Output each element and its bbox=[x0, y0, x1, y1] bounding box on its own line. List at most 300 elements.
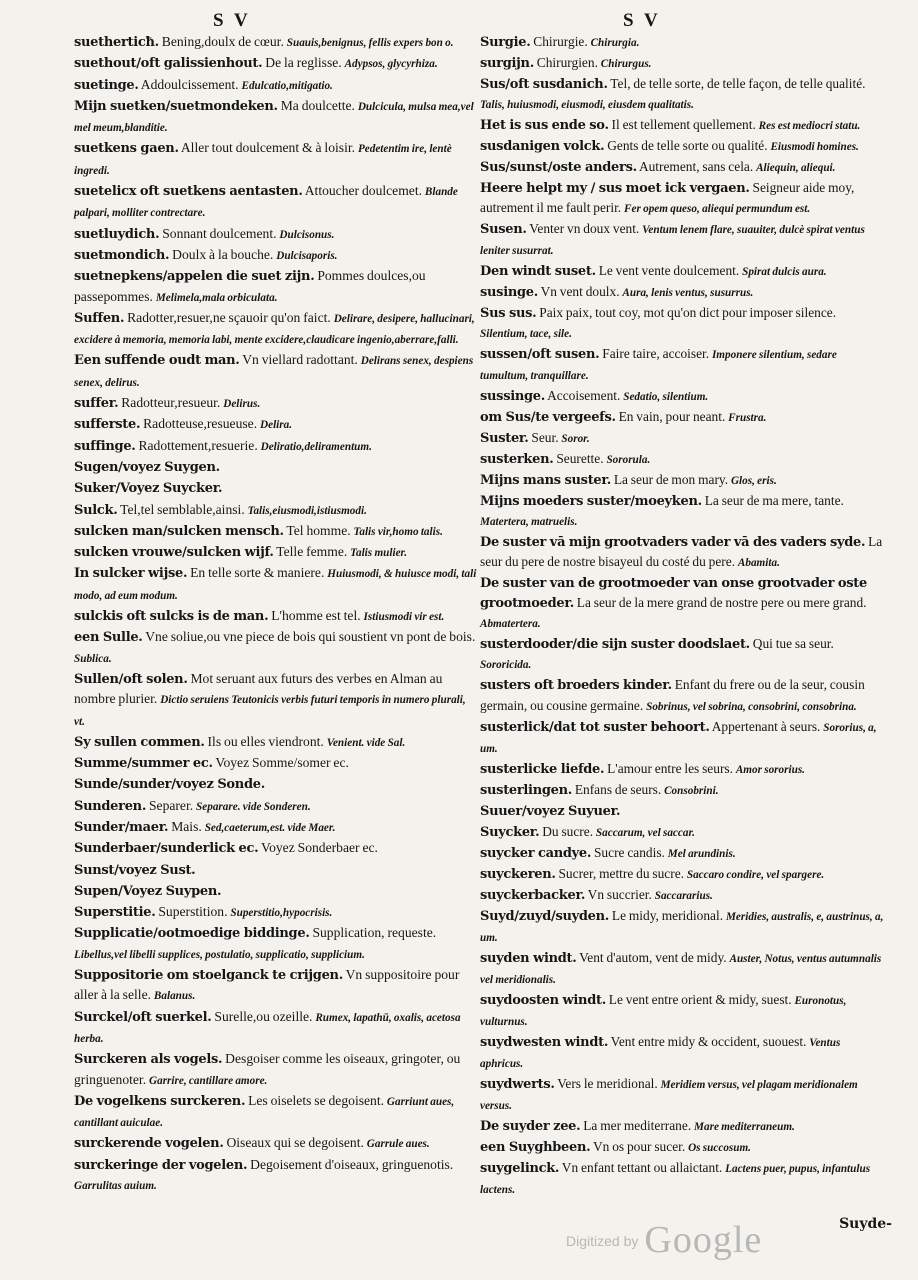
dictionary-entry bbox=[480, 1032, 884, 1074]
latin-gloss: Soror. bbox=[561, 433, 590, 446]
dictionary-entry bbox=[74, 500, 478, 521]
headword: Surckeren als vogels. bbox=[74, 1052, 223, 1068]
header-left: S V bbox=[213, 10, 251, 31]
latin-gloss: Balanus. bbox=[153, 990, 196, 1003]
french-gloss: Sonnant doulcement. bbox=[162, 225, 277, 241]
dictionary-entry bbox=[480, 801, 884, 822]
french-gloss: La seur de ma mere, tante. bbox=[704, 493, 844, 509]
french-gloss: Mot seruant aux futurs des verbes en Alman au nombre plurier. bbox=[74, 670, 443, 707]
french-gloss: Attoucher doulcemet. bbox=[304, 183, 422, 199]
latin-gloss: Frustra. bbox=[728, 412, 767, 425]
latin-gloss: Dulcisonus. bbox=[279, 228, 335, 241]
headword: suycker candye. bbox=[480, 845, 592, 861]
dictionary-entry bbox=[74, 414, 478, 435]
dictionary-entry bbox=[74, 75, 478, 96]
latin-gloss: Deliratio,deliramentum. bbox=[260, 440, 372, 453]
dictionary-entry bbox=[74, 881, 478, 902]
dictionary-entry bbox=[74, 96, 478, 139]
french-gloss: En vain, pour neant. bbox=[618, 409, 726, 425]
french-gloss: Telle femme. bbox=[276, 544, 348, 560]
french-gloss: Separer. bbox=[148, 797, 194, 813]
dictionary-entry bbox=[74, 1007, 478, 1050]
dictionary-entry bbox=[480, 449, 884, 470]
dictionary-entry bbox=[74, 266, 478, 308]
latin-gloss: Imponere silentium, sedare tumultum, tranquillare. bbox=[480, 349, 837, 383]
headword: susterlick/dat tot suster behoort. bbox=[480, 719, 710, 735]
latin-gloss: Meridiem versus, vel plagam meridionalem versus. bbox=[480, 1078, 858, 1112]
headword: Surgie. bbox=[480, 35, 531, 50]
headword: Heere helpt my / sus moet ick vergaen. bbox=[480, 181, 750, 197]
headword: sulcken man/sulcken mensch. bbox=[74, 523, 284, 539]
latin-gloss: Os succosum. bbox=[688, 1141, 751, 1154]
french-gloss: Addoulcissement. bbox=[140, 76, 239, 92]
left-column bbox=[74, 32, 478, 1196]
headword: suetkens gaen. bbox=[74, 141, 179, 157]
dictionary-entry bbox=[74, 1155, 478, 1197]
french-gloss: Mais. bbox=[171, 818, 202, 834]
headword: Surckel/oft suerkel. bbox=[74, 1009, 212, 1025]
headword: Een suffende oudt man. bbox=[74, 353, 240, 369]
french-gloss: Vers le meridional. bbox=[557, 1075, 658, 1091]
latin-gloss: Silentium, tace, sile. bbox=[480, 328, 572, 341]
latin-gloss: Rumex, lapathū, oxalis, acetosa herba. bbox=[74, 1011, 461, 1045]
latin-gloss: Delirare, desipere, hallucinari, excidere à memoria, memoria labi, mente excidere,claudicare ingenio,aberrare,falli. bbox=[74, 312, 475, 347]
dictionary-entry bbox=[480, 282, 884, 303]
dictionary-entry bbox=[74, 542, 478, 563]
latin-gloss: Delira. bbox=[260, 419, 293, 432]
latin-gloss: Garrire, cantillare amore. bbox=[149, 1074, 268, 1087]
headword: Suppositorie om stoelganck te crijgen. bbox=[74, 968, 343, 984]
headword: Suyd/zuyd/suyden. bbox=[480, 908, 610, 924]
headword: Supen/Voyez Suypen. bbox=[74, 883, 222, 899]
headword: suydoosten windt. bbox=[480, 992, 606, 1008]
right-column bbox=[480, 32, 884, 1200]
latin-gloss: Sobrinus, vel sobrina, consobrini, consobrina. bbox=[646, 700, 857, 713]
french-gloss: Sucrer, mettre du sucre. bbox=[558, 865, 684, 881]
french-gloss: L'amour entre les seurs. bbox=[607, 760, 733, 776]
headword: sussen/oft susen. bbox=[480, 347, 600, 363]
french-gloss: Oiseaux qui se degoisent. bbox=[226, 1135, 364, 1151]
dictionary-entry bbox=[480, 532, 884, 573]
french-gloss: Seigneur aide moy, autrement il me fault perir. bbox=[480, 180, 855, 216]
dictionary-entry bbox=[74, 923, 478, 965]
dictionary-entry bbox=[480, 178, 884, 219]
french-gloss: Vn vent doulx. bbox=[540, 284, 620, 300]
dictionary-entry bbox=[74, 1049, 478, 1091]
french-gloss: Voyez Sonderbaer ec. bbox=[261, 840, 378, 856]
headword: Superstitie. bbox=[74, 905, 156, 921]
dictionary-entry bbox=[480, 990, 884, 1032]
headword: susters oft broeders kinder. bbox=[480, 678, 672, 694]
french-gloss: Autrement, sans cela. bbox=[638, 159, 754, 175]
header-right: S V bbox=[623, 10, 661, 31]
latin-gloss: Aura, lenis ventus, susurrus. bbox=[622, 287, 754, 300]
dictionary-entry bbox=[480, 428, 884, 449]
dictionary-entry bbox=[480, 906, 884, 948]
dictionary-entry bbox=[480, 1137, 884, 1158]
headword: sufferste. bbox=[74, 417, 141, 433]
latin-gloss: Meridies, australis, e, austrinus, a, um. bbox=[480, 910, 884, 944]
catchword: Suyde- bbox=[839, 1216, 892, 1232]
digitized-watermark bbox=[566, 1218, 762, 1262]
dictionary-entry bbox=[74, 457, 478, 478]
french-gloss: Vent d'autom, vent de midy. bbox=[579, 949, 727, 965]
dictionary-entry bbox=[480, 53, 884, 74]
headword: De suster van de grootmoeder van onse grootvader oste grootmoeder. bbox=[480, 576, 867, 612]
headword: De suster vā mijn grootvaders vader vā des vaders syde. bbox=[480, 535, 866, 551]
headword: Sulck. bbox=[74, 502, 118, 518]
headword: Sugen/voyez Suygen. bbox=[74, 459, 220, 475]
latin-gloss: Ventus aphricus. bbox=[480, 1036, 841, 1070]
french-gloss: Surelle,ou ozeille. bbox=[214, 1008, 313, 1024]
french-gloss: La seur du pere de nostre bisayeul du costé du pere. bbox=[480, 534, 883, 570]
headword: In sulcker wijse. bbox=[74, 566, 188, 582]
headword: om Sus/te vergeefs. bbox=[480, 410, 616, 426]
french-gloss: La seur de la mere grand de nostre pere ou mere grand. bbox=[576, 595, 867, 611]
latin-gloss: Separare. vide Sonderen. bbox=[196, 800, 311, 813]
french-gloss: Ma doulcette. bbox=[280, 97, 355, 113]
latin-gloss: Sororius, a, um. bbox=[480, 721, 877, 755]
french-gloss: Venter vn doux vent. bbox=[529, 221, 640, 237]
headword: Sunder/maer. bbox=[74, 819, 169, 835]
dictionary-entry bbox=[480, 470, 884, 491]
dictionary-entry bbox=[480, 74, 884, 115]
latin-gloss: Sororicida. bbox=[480, 659, 532, 672]
dictionary-entry bbox=[74, 902, 478, 923]
latin-gloss: Glos, eris. bbox=[730, 475, 777, 488]
headword: Summe/summer ec. bbox=[74, 756, 213, 772]
latin-gloss: Delirus. bbox=[223, 398, 261, 411]
latin-gloss: Aliequin, aliequi. bbox=[756, 162, 836, 175]
dictionary-entry bbox=[480, 634, 884, 675]
dictionary-entry bbox=[74, 521, 478, 542]
dictionary-entry bbox=[480, 675, 884, 716]
headword: suetnepkens/appelen die suet zijn. bbox=[74, 269, 315, 285]
french-gloss: Radotteuse,resueuse. bbox=[143, 416, 258, 432]
headword: suffinge. bbox=[74, 438, 136, 454]
french-gloss: Seurette. bbox=[556, 451, 604, 467]
french-gloss: Degoisement d'oiseaux, gringuenotis. bbox=[250, 1156, 454, 1172]
headword: susterdooder/die sijn suster doodslaet. bbox=[480, 637, 750, 653]
latin-gloss: Libellus,vel libelli supplices, postulatio, supplicatio, supplicium. bbox=[74, 948, 365, 961]
latin-gloss: Mel arundinis. bbox=[667, 847, 736, 860]
headword: suetmondich. bbox=[74, 247, 170, 263]
headword: Sus/oft susdanich. bbox=[480, 77, 608, 93]
dictionary-entry bbox=[74, 838, 478, 859]
dictionary-entry bbox=[480, 136, 884, 157]
headword: sussinge. bbox=[480, 389, 545, 405]
french-gloss: Desgoiser comme les oiseaux, gringoter, ou gringuenoter. bbox=[74, 1051, 461, 1087]
dictionary-entry bbox=[74, 796, 478, 817]
dictionary-entry bbox=[480, 573, 884, 634]
dictionary-entry bbox=[74, 436, 478, 457]
french-gloss: Chirurgie. bbox=[533, 34, 588, 49]
latin-gloss: Consobrini. bbox=[664, 784, 719, 797]
latin-gloss: Ventum lenem flare, suauiter, dulcè spirat ventus leniter susurrat. bbox=[480, 224, 865, 258]
dictionary-entry bbox=[480, 303, 884, 344]
latin-gloss: Dulcisaporis. bbox=[276, 249, 338, 262]
latin-gloss: Chirurgus. bbox=[600, 58, 652, 71]
headword: sulckis oft sulcks is de man. bbox=[74, 609, 269, 625]
headword: surckerende vogelen. bbox=[74, 1136, 224, 1152]
french-gloss: La mer mediterrane. bbox=[583, 1117, 692, 1133]
latin-gloss: Saccarum, vel saccar. bbox=[595, 826, 695, 839]
latin-gloss: Blande palpari, molliter contrectare. bbox=[74, 186, 458, 220]
french-gloss: Le vent vente doulcement. bbox=[598, 263, 740, 279]
french-gloss: Radotter,resuer,ne sçauoir qu'on faict. bbox=[127, 309, 331, 325]
headword: suydwerts. bbox=[480, 1076, 555, 1092]
dictionary-entry bbox=[74, 138, 478, 181]
headword: suffer. bbox=[74, 396, 119, 412]
latin-gloss: Venient. vide Sal. bbox=[326, 736, 406, 749]
french-gloss: Vn viellard radottant. bbox=[242, 352, 358, 368]
dictionary-entry bbox=[74, 1133, 478, 1154]
latin-gloss: Chirurgia. bbox=[590, 37, 640, 49]
latin-gloss: Sedatio, silentium. bbox=[623, 391, 709, 404]
headword: Sus sus. bbox=[480, 306, 537, 322]
headword: Mijns moeders suster/moeyken. bbox=[480, 494, 702, 510]
french-gloss: Bening,doulx de cœur. bbox=[161, 34, 284, 49]
dictionary-entry bbox=[74, 181, 478, 224]
headword: Suffen. bbox=[74, 310, 125, 326]
french-gloss: Pommes doulces,ou passepommes. bbox=[74, 268, 426, 304]
latin-gloss: Saccararius. bbox=[654, 889, 713, 902]
dictionary-entry bbox=[480, 1158, 884, 1200]
latin-gloss: Dictio seruiens Teutonicis verbis futuri temporis in numero plurali, vt. bbox=[74, 694, 466, 728]
dictionary-entry bbox=[74, 53, 478, 74]
dictionary-entry bbox=[480, 157, 884, 178]
french-gloss: Vn os pour sucer. bbox=[592, 1138, 686, 1154]
headword: surgijn. bbox=[480, 56, 534, 72]
french-gloss: Seur. bbox=[531, 430, 559, 446]
headword: Suster. bbox=[480, 431, 529, 447]
latin-gloss: Talis mulier. bbox=[350, 547, 408, 560]
dictionary-entry bbox=[480, 344, 884, 386]
latin-gloss: Melimela,mala orbiculata. bbox=[155, 291, 278, 304]
headword: Mijn suetken/suetmondeken. bbox=[74, 98, 278, 114]
headword: suetinge. bbox=[74, 77, 139, 93]
french-gloss: Vne soliue,ou vne piece de bois qui soustient vn pont de bois. bbox=[145, 629, 476, 645]
dictionary-entry bbox=[74, 817, 478, 838]
headword: suygelinck. bbox=[480, 1160, 560, 1176]
headword: suetluydich. bbox=[74, 226, 160, 242]
headword: suetherticħ. bbox=[74, 35, 159, 50]
dictionary-entry bbox=[74, 224, 478, 245]
french-gloss: Accoisement. bbox=[547, 388, 621, 404]
headword: suethout/oft galissienhout. bbox=[74, 56, 263, 72]
french-gloss: Le vent entre orient & midy, suest. bbox=[608, 991, 792, 1007]
dictionary-entry bbox=[74, 478, 478, 499]
headword: Het is sus ende so. bbox=[480, 118, 609, 134]
dictionary-entry bbox=[480, 948, 884, 990]
french-gloss: Tel,tel semblable,ainsi. bbox=[120, 501, 245, 517]
french-gloss: Paix paix, tout coy, mot qu'on dict pour imposer silence. bbox=[539, 305, 837, 321]
french-gloss: La seur de mon mary. bbox=[613, 472, 729, 488]
latin-gloss: Saccaro condire, vel spargere. bbox=[686, 868, 825, 881]
latin-gloss: Lactens puer, pupus, infantulus lactens. bbox=[480, 1162, 871, 1196]
french-gloss: Il est tellement quellement. bbox=[611, 117, 756, 133]
dictionary-entry bbox=[480, 1116, 884, 1137]
headword: Sullen/oft solen. bbox=[74, 671, 188, 687]
headword: Suuer/voyez Suyuer. bbox=[480, 803, 621, 819]
latin-gloss: Huiusmodi, & huiusce modi, tali modo, ad eum modum. bbox=[74, 568, 477, 602]
dictionary-entry bbox=[480, 759, 884, 780]
headword: suyckerbacker. bbox=[480, 887, 586, 903]
headword: Suycker. bbox=[480, 824, 540, 840]
french-gloss: Ils ou elles viendront. bbox=[207, 733, 324, 749]
headword: Sunde/sunder/voyez Sonde. bbox=[74, 777, 265, 793]
dictionary-entry bbox=[480, 32, 884, 53]
french-gloss: Doulx à la bouche. bbox=[172, 246, 274, 262]
headword: suydwesten windt. bbox=[480, 1034, 609, 1050]
headword: susinge. bbox=[480, 285, 538, 301]
dictionary-entry bbox=[480, 491, 884, 532]
latin-gloss: Superstitio,hypocrisis. bbox=[230, 907, 333, 920]
latin-gloss: Edulcatio,mitigatio. bbox=[241, 79, 333, 92]
latin-gloss: Suauis,benignus, fellis expers bon o. bbox=[286, 37, 454, 49]
french-gloss: Le midy, meridional. bbox=[611, 907, 724, 923]
french-gloss: Voyez Somme/somer ec. bbox=[215, 755, 349, 771]
dictionary-entry bbox=[480, 864, 884, 885]
headword: susterlingen. bbox=[480, 782, 572, 798]
latin-gloss: Spirat dulcis aura. bbox=[742, 266, 827, 279]
headword: Sunst/voyez Sust. bbox=[74, 862, 196, 878]
headword: suyden windt. bbox=[480, 950, 577, 966]
dictionary-entry bbox=[480, 1074, 884, 1116]
latin-gloss: Res est mediocri statu. bbox=[758, 120, 861, 133]
headword: een Sulle. bbox=[74, 630, 143, 646]
dictionary-entry bbox=[74, 563, 478, 606]
dictionary-entry bbox=[74, 753, 478, 774]
french-gloss: Du sucre. bbox=[542, 823, 594, 839]
dictionary-entry bbox=[74, 774, 478, 795]
latin-gloss: Euronotus, vulturnus. bbox=[480, 994, 847, 1028]
watermark-logo: Google bbox=[644, 1219, 763, 1261]
latin-gloss: Abmatertera. bbox=[480, 618, 541, 631]
headword: Susen. bbox=[480, 222, 527, 238]
watermark-small: Digitized by bbox=[566, 1233, 639, 1249]
headword: Sunderbaer/sunderlick ec. bbox=[74, 841, 259, 857]
french-gloss: Enfans de seurs. bbox=[574, 781, 662, 797]
latin-gloss: Delirans senex, despiens senex, delirus. bbox=[74, 355, 474, 389]
french-gloss: Vn suppositoire pour aller à la selle. bbox=[74, 967, 460, 1003]
latin-gloss: Talis,eiusmodi,istiusmodi. bbox=[247, 504, 367, 517]
french-gloss: Gents de telle sorte ou qualité. bbox=[607, 138, 768, 154]
dictionary-entry bbox=[74, 1091, 478, 1134]
latin-gloss: Garriunt aues, cantillant auiculae. bbox=[74, 1095, 455, 1130]
french-gloss: Faire taire, accoiser. bbox=[602, 346, 710, 362]
french-gloss: Tel homme. bbox=[286, 522, 351, 538]
latin-gloss: Sororula. bbox=[606, 454, 651, 467]
dictionary-entry bbox=[74, 627, 478, 669]
dictionary-entry bbox=[480, 843, 884, 864]
latin-gloss: Abamita. bbox=[737, 557, 780, 570]
latin-gloss: Sed,caeterum,est. vide Maer. bbox=[204, 821, 336, 834]
french-gloss: L'homme est tel. bbox=[271, 608, 361, 624]
headword: Suker/Voyez Suycker. bbox=[74, 481, 223, 497]
dictionary-entry bbox=[74, 245, 478, 266]
dictionary-entry bbox=[74, 732, 478, 753]
latin-gloss: Talis vir,homo talis. bbox=[353, 525, 443, 538]
dictionary-entry bbox=[74, 32, 478, 53]
dictionary-entry bbox=[480, 261, 884, 282]
running-header bbox=[0, 10, 918, 32]
dictionary-entry bbox=[480, 407, 884, 428]
french-gloss: De la reglisse. bbox=[265, 55, 342, 71]
headword: susterlicke liefde. bbox=[480, 761, 605, 777]
dictionary-entry bbox=[480, 219, 884, 261]
french-gloss: Supplication, requeste. bbox=[312, 925, 437, 941]
headword: Mijns mans suster. bbox=[480, 473, 611, 489]
dictionary-entry bbox=[480, 115, 884, 136]
french-gloss: Qui tue sa seur. bbox=[752, 636, 834, 652]
dictionary-entry bbox=[74, 393, 478, 414]
headword: De vogelkens surckeren. bbox=[74, 1093, 246, 1109]
headword: susterken. bbox=[480, 452, 554, 468]
french-gloss: Enfant du frere ou de la seur, cousin germain, ou cousine germaine. bbox=[480, 677, 865, 713]
latin-gloss: Talis, huiusmodi, eiusmodi, eiusdem qualitatis. bbox=[480, 99, 694, 112]
latin-gloss: Auster, Notus, ventus autumnalis vel meridionalis. bbox=[480, 952, 882, 986]
latin-gloss: Sublica. bbox=[74, 652, 112, 665]
french-gloss: Radottement,resuerie. bbox=[138, 437, 258, 453]
french-gloss: Vn enfant tettant ou allaictant. bbox=[561, 1159, 723, 1175]
french-gloss: Radotteur,resueur. bbox=[121, 395, 221, 411]
french-gloss: Les oiselets se degoisent. bbox=[248, 1092, 385, 1108]
french-gloss: Tel, de telle sorte, de telle façon, de telle qualité. bbox=[610, 76, 866, 92]
latin-gloss: Amor sororius. bbox=[735, 763, 805, 776]
french-gloss: Chirurgien. bbox=[536, 55, 598, 71]
dictionary-entry bbox=[480, 717, 884, 759]
headword: surckeringe der vogelen. bbox=[74, 1157, 248, 1173]
dictionary-entry bbox=[480, 822, 884, 843]
dictionary-entry bbox=[480, 885, 884, 906]
latin-gloss: Istiusmodi vir est. bbox=[363, 611, 445, 624]
french-gloss: Superstition. bbox=[158, 904, 228, 920]
latin-gloss: Pedetentim ire, lentè ingredi. bbox=[74, 143, 452, 177]
headword: susdanigen volck. bbox=[480, 139, 605, 155]
latin-gloss: Dulcicula, mulsa mea,vel mel meum,blanditie. bbox=[74, 100, 474, 135]
french-gloss: Aller tout doulcement & à loisir. bbox=[180, 140, 356, 156]
headword: een Suyghbeen. bbox=[480, 1139, 591, 1155]
french-gloss: Sucre candis. bbox=[593, 844, 665, 860]
headword: Sus/sunst/oste anders. bbox=[480, 160, 637, 176]
latin-gloss: Eiusmodi homines. bbox=[770, 141, 859, 154]
dictionary-entry bbox=[74, 308, 478, 351]
latin-gloss: Adypsos, glycyrhiza. bbox=[344, 58, 438, 71]
latin-gloss: Matertera, matruelis. bbox=[480, 516, 578, 529]
headword: suyckeren. bbox=[480, 866, 556, 882]
french-gloss: Vn succrier. bbox=[587, 886, 652, 902]
latin-gloss: Mare mediterraneum. bbox=[694, 1120, 795, 1133]
dictionary-entry bbox=[480, 780, 884, 801]
french-gloss: En telle sorte & maniere. bbox=[190, 565, 325, 581]
dictionary-entry bbox=[480, 386, 884, 407]
french-gloss: Vent entre midy & occident, suouest. bbox=[610, 1033, 807, 1049]
headword: Sunderen. bbox=[74, 798, 147, 814]
headword: Supplicatie/ootmoedige biddinge. bbox=[74, 926, 310, 942]
dictionary-entry bbox=[74, 606, 478, 627]
dictionary-entry bbox=[74, 350, 478, 393]
headword: sulcken vrouwe/sulcken wijf. bbox=[74, 545, 274, 561]
latin-gloss: Fer opem queso, aliequi permundum est. bbox=[624, 203, 811, 216]
dictionary-entry bbox=[74, 965, 478, 1007]
dictionary-entry bbox=[74, 669, 478, 732]
headword: suetelicx oft suetkens aentasten. bbox=[74, 184, 303, 200]
headword: Sy sullen commen. bbox=[74, 734, 205, 750]
headword: Den windt suset. bbox=[480, 264, 596, 280]
french-gloss: Appertenant à seurs. bbox=[711, 718, 821, 734]
latin-gloss: Garrule aues. bbox=[366, 1138, 430, 1151]
